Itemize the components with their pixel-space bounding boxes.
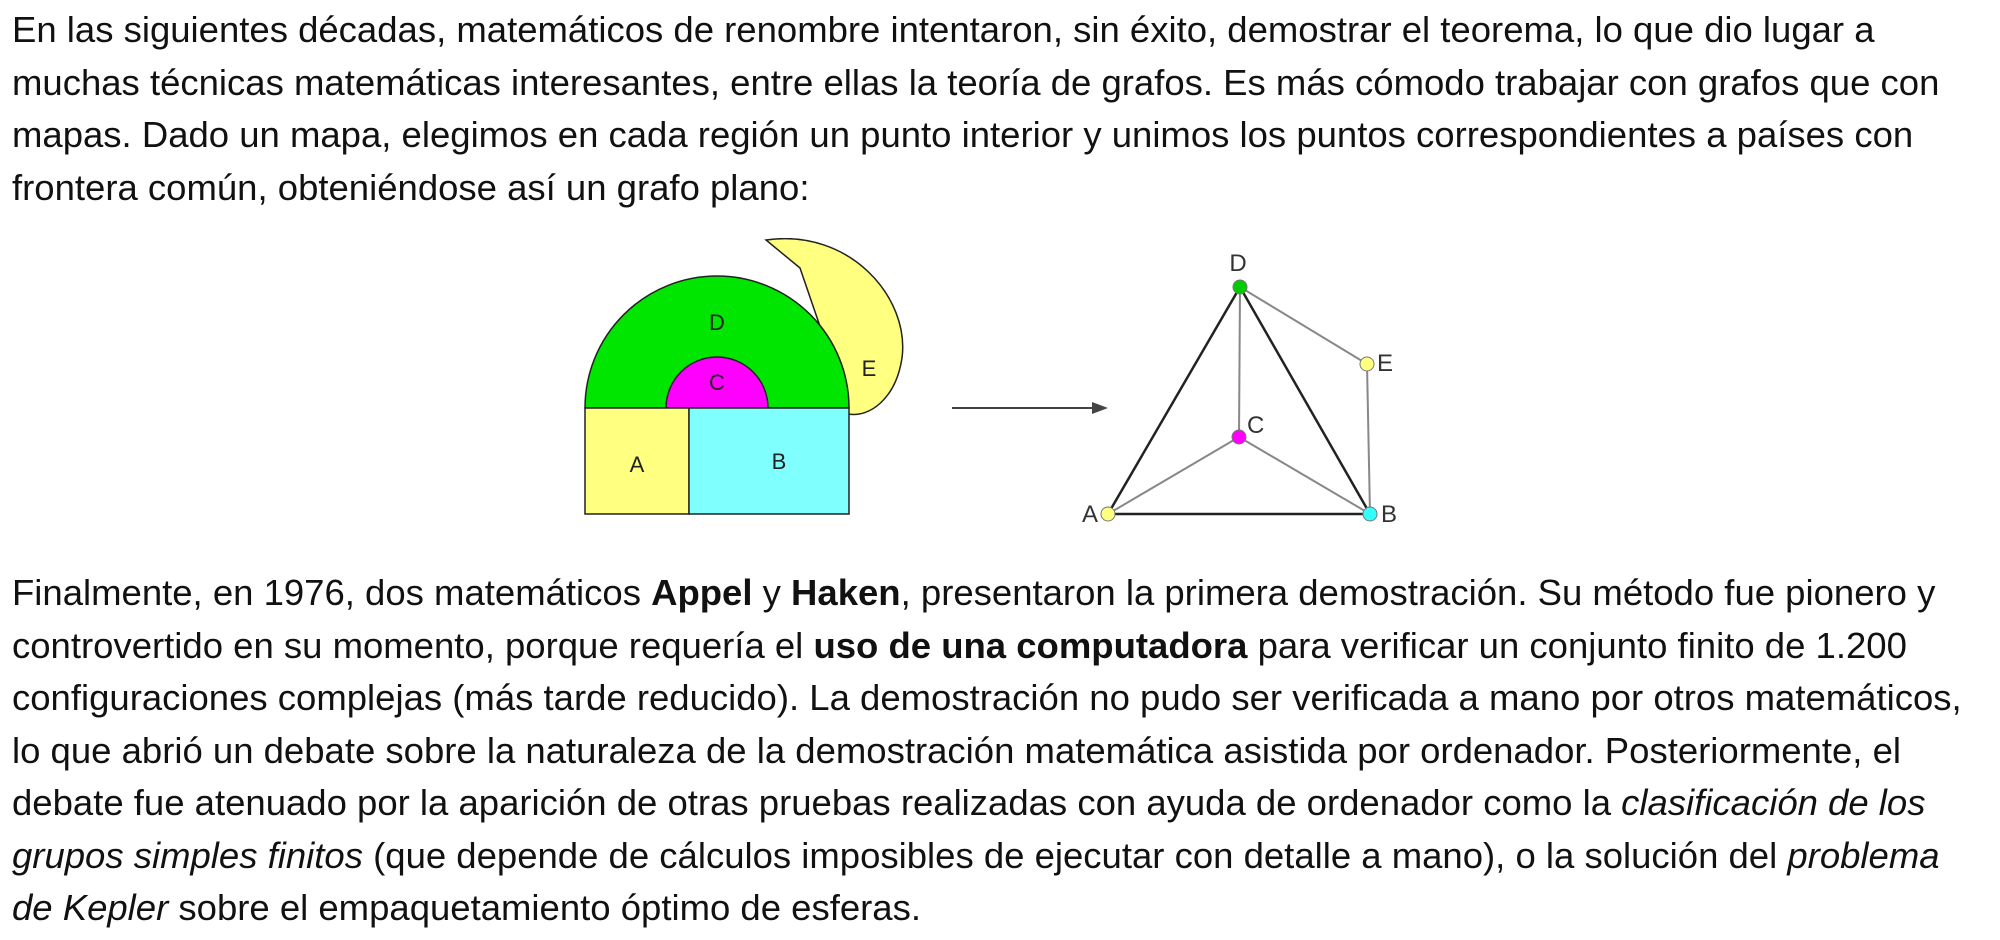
graph-label-e: E <box>1377 350 1394 377</box>
text-run: (que depende de cálculos imposibles de ejecutar con detalle a mano), o la solución del <box>362 834 1788 876</box>
paragraph-appel-haken <box>12 567 1987 935</box>
edge-c-b <box>1239 437 1370 514</box>
name-appel: Appel <box>651 572 753 613</box>
text-run: Finalmente, en 1976, dos matemáticos <box>12 572 652 613</box>
graph-label-b: B <box>1381 501 1398 528</box>
emphasis-computer: uso de una computadora <box>813 624 1248 666</box>
name-haken: Haken <box>791 572 901 613</box>
emphasis-kepler-problem: problema de Kepler <box>12 834 1940 928</box>
edge-d-c <box>1239 287 1240 437</box>
text-run: para verificar un conjunto finito de 1.200 configuraciones complejas (más tarde reducido). La demostración no pudo ser verificada a mano por otros matemáticos, lo que abrió un debate sobre la naturaleza de la demostración matemática asistida por ordenador. Posteriormente, el debate fue atenuado por la aparición de otras pruebas realizadas con ayuda de ordenador como la <box>12 624 1962 823</box>
graph-node-e <box>1360 357 1374 371</box>
map-illustration <box>585 239 903 514</box>
edge-e-b <box>1367 364 1370 514</box>
graph-node-c <box>1232 430 1246 444</box>
graph-label-a: A <box>1082 501 1099 528</box>
map-label-c: C <box>709 370 725 395</box>
edge-c-a <box>1108 437 1239 514</box>
graph-node-d <box>1233 280 1247 294</box>
graph-node-a <box>1101 507 1115 521</box>
map-region-b <box>689 408 849 514</box>
planar-graph <box>1082 250 1397 528</box>
map-label-b: B <box>771 449 787 474</box>
graph-label-d: D <box>1229 250 1247 277</box>
edge-d-a <box>1108 287 1240 514</box>
arrow-icon <box>952 402 1108 414</box>
edge-d-e <box>1240 287 1367 364</box>
graph-label-c: C <box>1247 412 1265 439</box>
graph-node-b <box>1363 507 1377 521</box>
map-label-a: A <box>629 452 645 477</box>
edge-d-b <box>1240 287 1370 514</box>
map-label-e: E <box>861 356 877 381</box>
text-run: , presentaron la primera demostración. Su método fue pionero y controvertido en su momento, porque requería el <box>12 572 1936 666</box>
map-to-graph-figure <box>570 238 1400 528</box>
paragraph-intro: En las siguientes décadas, matemáticos de renombre intentaron, sin éxito, demostrar el teorema, lo que dio lugar a muchas técnicas matemáticas interesantes, entre ellas la teoría de grafos. Es más cómodo trabajar con grafos que con mapas. Dado un mapa, elegimos en cada región un punto interior y unimos los puntos correspondientes a países con frontera común, obteniéndose así un grafo plano: <box>12 9 1940 208</box>
text-run: sobre el empaquetamiento óptimo de esferas. <box>168 887 921 928</box>
emphasis-finite-simple-groups: clasificación de los grupos simples finitos <box>12 782 1926 876</box>
text-run: y <box>752 572 792 613</box>
map-label-d: D <box>709 310 725 335</box>
